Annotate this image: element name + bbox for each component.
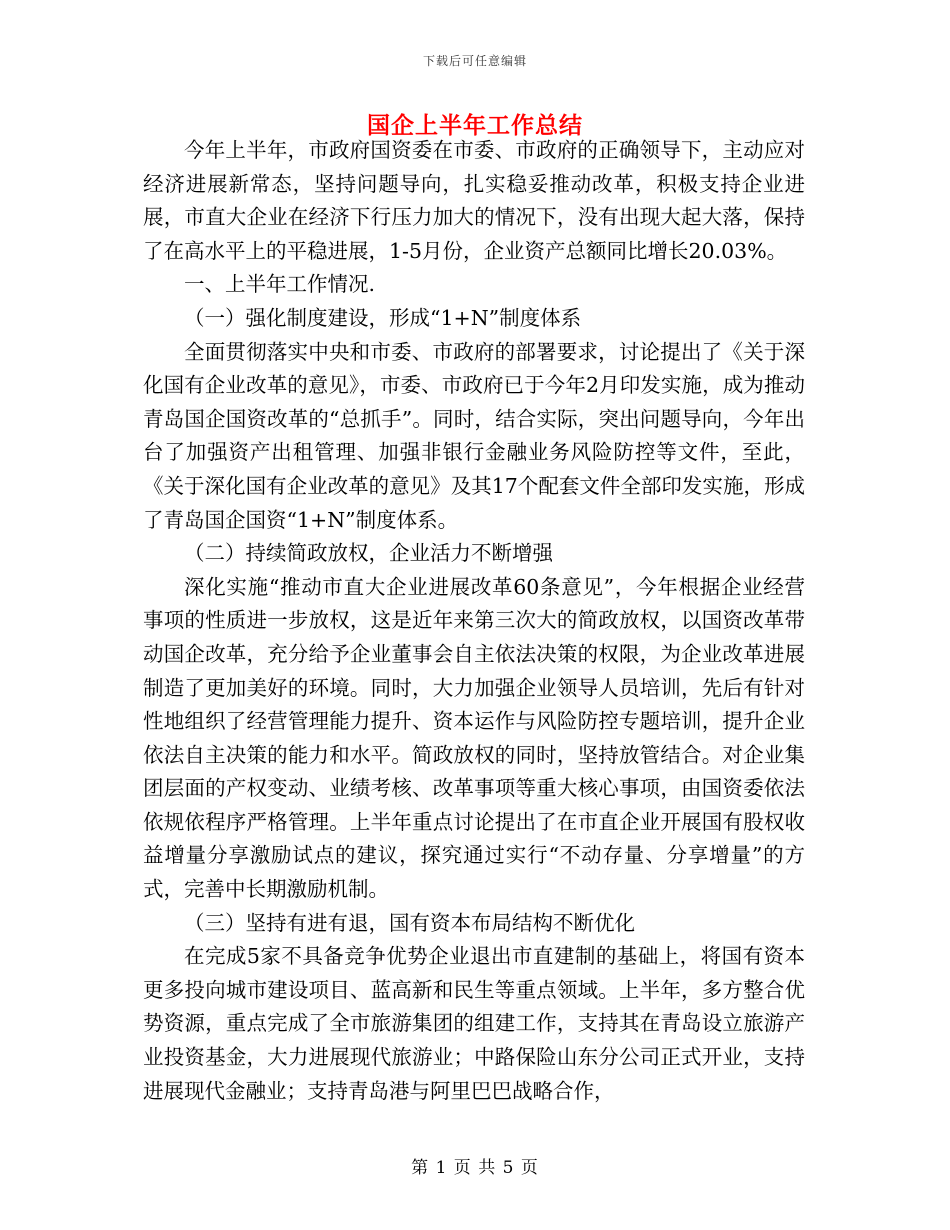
body-paragraph: 全面贯彻落实中央和市委、市政府的部署要求，讨论提出了《关于深化国有企业改革的意见》，市委、市政府已于今年2月印发实施，成为推动青岛国企国资改革的“总抓手”。同时，结合实际，突出问题导向，今年出台了加强资产出租管理、加强非银行金融业务风险防控等文件，至此，《关于深化国有企业改革的意见》及其17个配套文件全部印发实施，形成了青岛国企国资“1+N”制度体系。 bbox=[143, 339, 805, 532]
subsection-heading: （三）坚持有进有退，国有资本布局结构不断优化 bbox=[184, 910, 635, 935]
body-paragraph: 深化实施“推动市直大企业进展改革60条意见”，今年根据企业经营事项的性质进一步放权，这是近年来第三次大的简政放权，以国资改革带动国企改革，充分给予企业董事会自主依法决策的权限，为企业改革进展制造了更加美好的环境。同时，大力加强企业领导人员培训，先后有针对性地组织了经营管理能力提升、资本运作与风险防控专题培训，提升企业依法自主决策的能力和水平。简政放权的同时，坚持放管结合。对企业集团层面的产权变动、业绩考核、改革事项等重大核心事项，由国资委依法依规依程序严格管理。上半年重点讨论提出了在市直企业开展国有股权收益增量分享激励试点的建议，探究通过实行“不动存量、分享增量”的方式，完善中长期激励机制。 bbox=[143, 574, 805, 902]
document-body bbox=[143, 134, 805, 1108]
section-heading: 一、上半年工作情况. bbox=[184, 272, 376, 297]
subsection-heading: （一）强化制度建设，形成“1+N”制度体系 bbox=[184, 305, 582, 330]
page-number-footer: 第 1 页 共 5 页 bbox=[411, 1158, 539, 1178]
body-paragraph: 在完成5家不具备竞争优势企业退出市直建制的基础上，将国有资本更多投向城市建设项目、蓝高新和民生等重点领域。上半年，多方整合优势资源，重点完成了全市旅游集团的组建工作，支持其在青岛设立旅游产业投资基金，大力进展现代旅游业；中路保险山东分公司正式开业，支持进展现代金融业；支持青岛港与阿里巴巴战略合作， bbox=[143, 944, 805, 1103]
page-header-note: 下载后可任意编辑 bbox=[422, 54, 527, 68]
document-title: 国企上半年工作总结 bbox=[367, 112, 583, 139]
subsection-heading: （二）持续简政放权，企业活力不断增强 bbox=[184, 541, 553, 566]
body-paragraph: 今年上半年，市政府国资委在市委、市政府的正确领导下，主动应对经济进展新常态，坚持问题导向，扎实稳妥推动改革，积极支持企业进展，市直大企业在经济下行压力加大的情况下，没有出现大起大落，保持了在高水平上的平稳进展，1-5月份，企业资产总额同比增长20.03%。 bbox=[143, 138, 805, 263]
